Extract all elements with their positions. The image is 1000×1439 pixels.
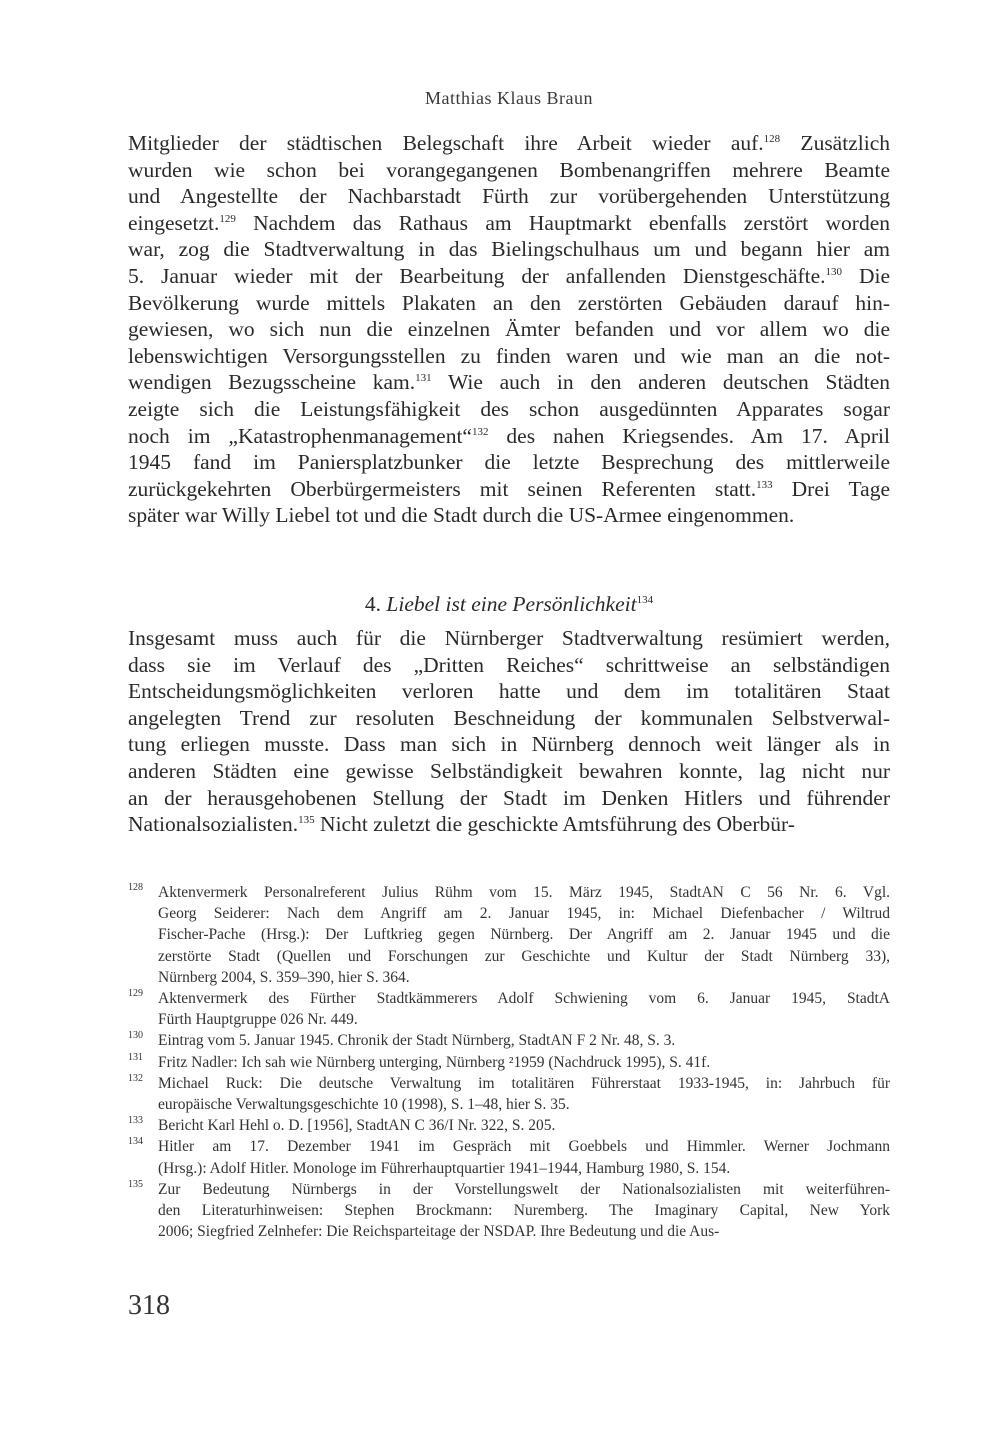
line-text: gewiesen, wo sich nun die einzelnen Ämter befanden und vor allem wo die	[128, 317, 890, 342]
section-title: Liebel ist eine Persönlichkeit	[386, 592, 637, 616]
footnote-133	[128, 1115, 890, 1136]
line-text-after: des nahen Kriegsendes. Am 17. April	[488, 423, 890, 448]
text-line	[128, 396, 890, 423]
text-line	[128, 236, 890, 263]
line-text: anderen Städten eine gewisse Selbständigkeit bewahren konnte, lag nicht nur	[128, 758, 890, 783]
text-line	[128, 290, 890, 317]
footnote-132	[128, 1073, 890, 1115]
text-line	[128, 652, 890, 679]
running-header: Matthias Klaus Braun	[425, 88, 593, 108]
footnote-ref[interactable]: 135	[298, 814, 315, 826]
footnote-number: 135	[128, 1178, 143, 1190]
footnote-line: Aktenvermerk des Fürther Stadtkämmerers Adolf Schwiening vom 6. Januar 1945, StadtA	[158, 990, 890, 1008]
text-line	[128, 449, 890, 476]
line-text: 5. Januar wieder mit der Bearbeitung der anfallenden Dienstgeschäfte.	[128, 263, 826, 288]
line-text-after: Wie auch in den anderen deutschen Städten	[431, 370, 890, 395]
text-line	[128, 369, 890, 396]
footnote-ref[interactable]: 133	[756, 478, 773, 491]
line-text: lebenswichtigen Versorgungsstellen zu finden waren und wie man an die not-	[128, 343, 890, 368]
footnote-number: 132	[128, 1072, 143, 1084]
line-text: noch im „Katastrophenmanagement“	[128, 423, 472, 448]
footnote-line: 2006; Siegfried Zelnhefer: Die Reichsparteitage der NSDAP. Ihre Bedeutung und die Aus-	[158, 1223, 720, 1241]
line-text: Insgesamt muss auch für die Nürnberger Stadtverwaltung resümiert werden,	[128, 626, 890, 650]
footnote-line: den Literaturhinweisen: Stephen Brockmann: Nuremberg. The Imaginary Capital, New York	[158, 1202, 890, 1220]
line-text: zurückgekehrten Oberbürgermeisters mit seinen Referenten statt.	[128, 476, 757, 501]
text-line	[128, 263, 890, 290]
line-text: war, zog die Stadtverwaltung in das Bielingschulhaus um und begann hier am	[128, 237, 890, 262]
text-line	[128, 316, 890, 343]
text-line	[128, 625, 890, 652]
line-text-after: Drei Tage	[772, 476, 891, 501]
footnote-ref[interactable]: 132	[471, 425, 489, 438]
footnote-number: 133	[128, 1115, 143, 1127]
line-text: eingesetzt.	[128, 210, 220, 235]
footnote-ref[interactable]: 129	[219, 212, 236, 225]
line-text: an der herausgehobenen Stellung der Stadt im Denken Hitlers und führender	[128, 785, 890, 810]
text-line	[128, 758, 890, 785]
footnote-line: Fritz Nadler: Ich sah wie Nürnberg unterging, Nürnberg ²1959 (Nachdruck 1995), S. 41f.	[158, 1053, 711, 1071]
text-line	[128, 731, 890, 758]
page-number: 318	[128, 1290, 170, 1321]
footnote-line: europäische Verwaltungsgeschichte 10 (1998), S. 1–48, hier S. 35.	[158, 1096, 570, 1114]
footnote-line: Bericht Karl Hehl o. D. [1956], StadtAN C 36/I Nr. 322, S. 205.	[158, 1117, 556, 1135]
footnote-line: Eintrag vom 5. Januar 1945. Chronik der Stadt Nürnberg, StadtAN F 2 Nr. 48, S. 3.	[158, 1032, 676, 1050]
text-line	[128, 183, 890, 210]
text-line	[128, 678, 890, 705]
footnote-134	[128, 1136, 890, 1178]
footnote-129	[128, 988, 890, 1030]
footnote-line: Hitler am 17. Dezember 1941 im Gespräch mit Goebbels und Himmler. Werner Jochmann	[158, 1138, 890, 1156]
footnote-line: zerstörte Stadt (Quellen und Forschungen zur Geschichte und Kultur der Stadt Nürnberg 33),	[158, 947, 890, 965]
footnote-131	[128, 1052, 890, 1073]
footnotes	[128, 882, 890, 1242]
line-text-after: Zusätzlich	[780, 131, 890, 155]
footnote-line: Aktenvermerk Personalreferent Julius Rühm vom 15. März 1945, StadtAN C 56 Nr. 6. Vgl.	[158, 884, 890, 901]
line-text: später war Willy Liebel tot und die Stadt durch die US-Armee eingenommen.	[128, 503, 795, 528]
footnote-line: Fischer-Pache (Hrsg.): Der Luftkrieg gegen Nürnberg. Der Angriff am 2. Januar 1945 und die	[158, 926, 890, 944]
line-text: Nationalsozialisten.	[128, 812, 299, 837]
footnote-ref[interactable]: 128	[763, 132, 781, 145]
line-text: angelegten Trend zur resoluten Beschneidung der kommunalen Selbstverwal-	[128, 705, 890, 730]
footnote-number: 128	[128, 882, 143, 893]
text-line	[128, 705, 890, 732]
footnote-number: 134	[128, 1136, 143, 1148]
line-text-after: Die	[842, 263, 890, 288]
footnote-number: 131	[128, 1051, 143, 1063]
footnote-line: Zur Bedeutung Nürnbergs in der Vorstellungswelt der Nationalsozialisten mit weiterführen-	[158, 1180, 890, 1198]
line-text: dass sie im Verlauf des „Dritten Reiches“ schrittweise an selbständigen	[128, 652, 890, 677]
footnote-line: (Hrsg.): Adolf Hitler. Monologe im Führerhauptquartier 1941–1944, Hamburg 1980, S. 154.	[158, 1159, 731, 1177]
footnote-128	[128, 882, 890, 988]
text-line	[128, 502, 890, 529]
line-text: zeigte sich die Leistungsfähigkeit des schon ausgedünnten Apparates sogar	[128, 396, 890, 421]
footnote-line: Fürth Hauptgruppe 026 Nr. 449.	[158, 1011, 358, 1029]
line-text: und Angestellte der Nachbarstadt Fürth zur vorübergehenden Unterstützung	[128, 184, 890, 209]
text-line	[128, 423, 890, 450]
footnote-line: Nürnberg 2004, S. 359–390, hier S. 364.	[158, 968, 410, 986]
text-line	[128, 130, 890, 157]
text-line	[128, 343, 890, 370]
line-text: wendigen Bezugsscheine kam.	[128, 370, 416, 395]
footnote-line: Georg Seiderer: Nach dem Angriff am 2. Januar 1945, in: Michael Diefenbacher / Wiltrud	[158, 905, 890, 923]
paragraph-2	[128, 625, 890, 838]
line-text: wurden wie schon bei vorangegangenen Bombenangriffen mehrere Beamte	[128, 157, 890, 182]
text-line	[128, 785, 890, 812]
line-text: tung erliegen musste. Dass man sich in Nürnberg dennoch weit länger als in	[128, 732, 890, 757]
footnote-ref[interactable]: 131	[415, 372, 432, 385]
footnote-number: 130	[128, 1030, 143, 1042]
text-line	[128, 476, 890, 503]
paragraph-1	[128, 130, 890, 529]
footnote-130	[128, 1030, 890, 1051]
line-text: Bevölkerung wurde mittels Plakaten an den zerstörten Gebäuden darauf hin-	[128, 290, 890, 315]
footnote-line: Michael Ruck: Die deutsche Verwaltung im totalitären Führerstaat 1933-1945, in: Jahrbuch für	[158, 1074, 890, 1092]
text-line	[128, 210, 890, 237]
line-text-after: Nicht zuletzt die geschickte Amtsführung des Oberbür-	[314, 812, 795, 837]
footnote-number: 129	[128, 988, 143, 1000]
line-text: Entscheidungsmöglichkeiten verloren hatte und dem im totalitären Staat	[128, 679, 890, 704]
section-heading	[128, 592, 890, 617]
section-number: 4.	[364, 592, 382, 616]
text-line	[128, 811, 890, 838]
footnote-ref[interactable]: 130	[825, 265, 843, 278]
section-footnote-ref: 134	[636, 593, 654, 606]
line-text: Mitglieder der städtischen Belegschaft ihre Arbeit wieder auf.	[128, 131, 764, 155]
text-line	[128, 157, 890, 184]
line-text: 1945 fand im Paniersplatzbunker die letzte Besprechung des mittlerweile	[128, 450, 890, 475]
footnote-135	[128, 1179, 890, 1243]
document-page	[128, 0, 890, 1439]
line-text-after: Nachdem das Rathaus am Hauptmarkt ebenfalls zerstört worden	[235, 210, 890, 235]
